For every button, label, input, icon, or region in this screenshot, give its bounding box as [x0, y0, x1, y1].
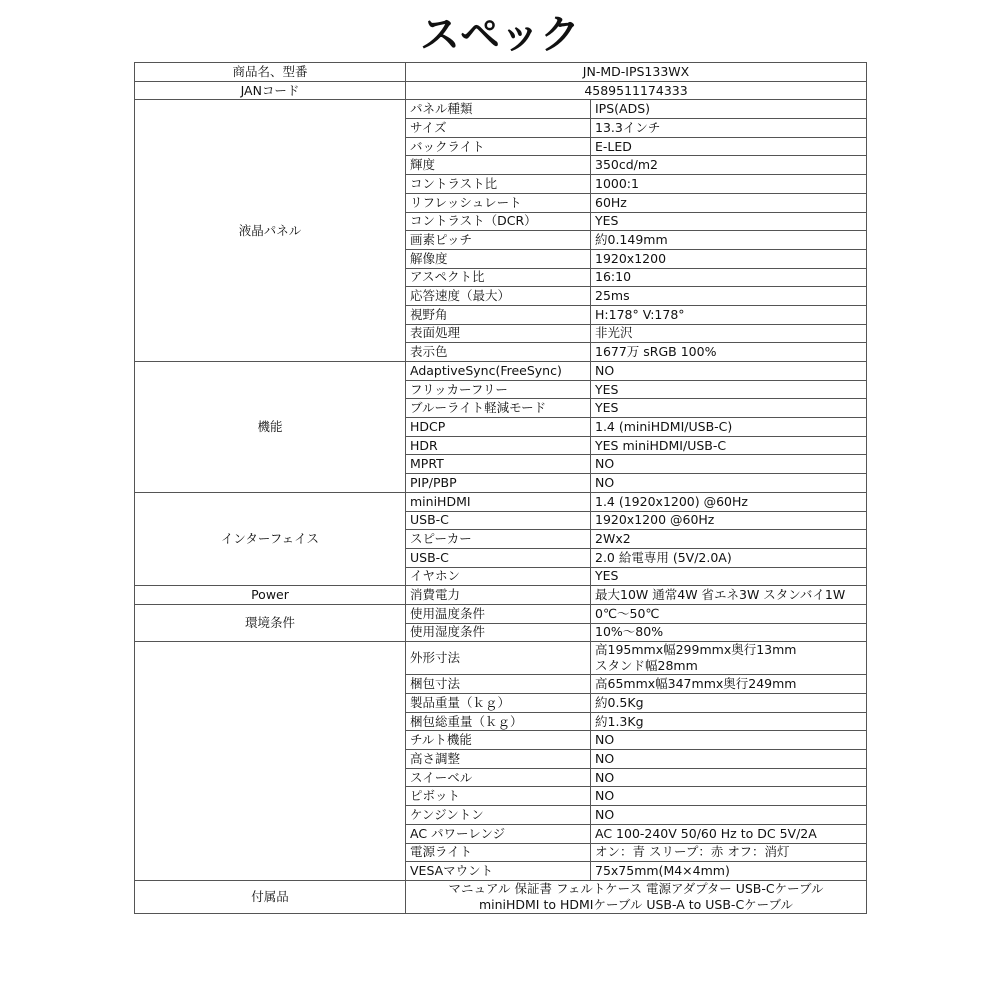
header-row	[135, 63, 867, 82]
category-label: インターフェイス	[135, 492, 406, 585]
spec-value: NO	[591, 362, 867, 381]
accessories-line: miniHDMI to HDMIケーブル USB-A to USB-Cケーブル	[478, 896, 794, 912]
spec-key: 梱包寸法	[406, 675, 591, 694]
spec-value: オン：青 スリープ：赤 オフ：消灯	[591, 843, 867, 862]
spec-key: ブルーライト軽減モード	[406, 399, 591, 418]
category-label: 環境条件	[135, 604, 406, 641]
spec-key: miniHDMI	[406, 492, 591, 511]
spec-key: パネル種類	[406, 100, 591, 119]
spec-value: 2Wx2	[591, 530, 867, 549]
spec-key: 輝度	[406, 156, 591, 175]
spec-value: 0℃～50℃	[591, 604, 867, 623]
accessories-line: マニュアル 保証書 フェルトケース 電源アダプター USB-Cケーブル	[448, 880, 824, 896]
spec-key: AdaptiveSync(FreeSync)	[406, 362, 591, 381]
spec-value: 60Hz	[591, 193, 867, 212]
spec-value: YES	[591, 399, 867, 418]
spec-key: 視野角	[406, 305, 591, 324]
header-value: 4589511174333	[406, 81, 867, 100]
spec-value: H:178° V:178°	[591, 305, 867, 324]
spec-value: E-LED	[591, 137, 867, 156]
spec-key: 使用温度条件	[406, 604, 591, 623]
spec-value: 75x75mm(M4×4mm)	[591, 862, 867, 881]
header-label: JANコード	[135, 81, 406, 100]
header-row	[135, 81, 867, 100]
spec-key: VESAマウント	[406, 862, 591, 881]
spec-value-line: スタンド幅28mm	[595, 658, 698, 674]
spec-key: リフレッシュレート	[406, 193, 591, 212]
spec-value: YES	[591, 380, 867, 399]
spec-key: コントラスト比	[406, 175, 591, 194]
spec-value: 1920x1200	[591, 249, 867, 268]
spec-value: 1677万 sRGB 100%	[591, 343, 867, 362]
spec-value: 非光沢	[591, 324, 867, 343]
spec-key: アスペクト比	[406, 268, 591, 287]
spec-key: チルト機能	[406, 731, 591, 750]
spec-value: 約0.5Kg	[591, 694, 867, 713]
spec-value: 2.0 給電専用 (5V/2.0A)	[591, 548, 867, 567]
spec-row	[135, 642, 867, 675]
spec-key: USB-C	[406, 548, 591, 567]
spec-value: NO	[591, 806, 867, 825]
spec-table	[134, 62, 867, 914]
spec-key: 高さ調整	[406, 750, 591, 769]
spec-key: 外形寸法	[406, 642, 591, 675]
spec-value-line: 高195mmx幅299mmx奥行13mm	[595, 642, 797, 658]
spec-value: 約0.149mm	[591, 231, 867, 250]
header-value: JN-MD-IPS133WX	[406, 63, 867, 82]
spec-value: 10%～80%	[591, 623, 867, 642]
spec-key: 電源ライト	[406, 843, 591, 862]
spec-value	[591, 642, 867, 675]
spec-key: AC パワーレンジ	[406, 824, 591, 843]
spec-value: 1.4 (miniHDMI/USB-C)	[591, 418, 867, 437]
spec-key: 梱包総重量（ｋｇ）	[406, 712, 591, 731]
spec-key: サイズ	[406, 119, 591, 138]
spec-value: NO	[591, 787, 867, 806]
category-label: 液晶パネル	[135, 100, 406, 362]
spec-value: 最大10W 通常4W 省エネ3W スタンバイ1W	[591, 586, 867, 605]
spec-row	[135, 492, 867, 511]
spec-row	[135, 100, 867, 119]
spec-key: MPRT	[406, 455, 591, 474]
spec-key: 表面処理	[406, 324, 591, 343]
spec-value: 1920x1200 @60Hz	[591, 511, 867, 530]
spec-value: 13.3インチ	[591, 119, 867, 138]
spec-value: NO	[591, 455, 867, 474]
spec-key: HDCP	[406, 418, 591, 437]
spec-row	[135, 586, 867, 605]
spec-value: 25ms	[591, 287, 867, 306]
spec-value: NO	[591, 731, 867, 750]
spec-key: 消費電力	[406, 586, 591, 605]
spec-value: 高65mmx幅347mmx奥行249mm	[591, 675, 867, 694]
spec-value: 約1.3Kg	[591, 712, 867, 731]
spec-key: 解像度	[406, 249, 591, 268]
spec-value: IPS(ADS)	[591, 100, 867, 119]
spec-key: ケンジントン	[406, 806, 591, 825]
spec-key: HDR	[406, 436, 591, 455]
category-label	[135, 642, 406, 881]
spec-value: 1.4 (1920x1200) @60Hz	[591, 492, 867, 511]
spec-value: NO	[591, 474, 867, 493]
spec-key: 画素ピッチ	[406, 231, 591, 250]
spec-key: USB-C	[406, 511, 591, 530]
spec-key: スピーカー	[406, 530, 591, 549]
spec-value: NO	[591, 768, 867, 787]
spec-key: ピボット	[406, 787, 591, 806]
spec-key: PIP/PBP	[406, 474, 591, 493]
spec-key: フリッカーフリー	[406, 380, 591, 399]
spec-key: 表示色	[406, 343, 591, 362]
accessories-label: 付属品	[135, 880, 406, 913]
accessories-row	[135, 880, 867, 913]
spec-value: AC 100-240V 50/60 Hz to DC 5V/2A	[591, 824, 867, 843]
spec-row	[135, 362, 867, 381]
spec-value: YES	[591, 212, 867, 231]
spec-key: 使用湿度条件	[406, 623, 591, 642]
spec-key: バックライト	[406, 137, 591, 156]
header-label: 商品名、型番	[135, 63, 406, 82]
spec-value: 1000:1	[591, 175, 867, 194]
spec-key: スイーベル	[406, 768, 591, 787]
spec-value: YES	[591, 567, 867, 586]
spec-key: コントラスト（DCR）	[406, 212, 591, 231]
accessories-value	[406, 880, 867, 913]
spec-value: YES miniHDMI/USB-C	[591, 436, 867, 455]
page-title: スペック	[420, 12, 580, 58]
spec-row	[135, 604, 867, 623]
category-label: Power	[135, 586, 406, 605]
spec-value: 350cd/m2	[591, 156, 867, 175]
spec-value: NO	[591, 750, 867, 769]
category-label: 機能	[135, 362, 406, 493]
spec-value: 16:10	[591, 268, 867, 287]
spec-table-body	[135, 63, 867, 914]
spec-key: 応答速度（最大）	[406, 287, 591, 306]
spec-key: イヤホン	[406, 567, 591, 586]
spec-key: 製品重量（ｋｇ）	[406, 694, 591, 713]
